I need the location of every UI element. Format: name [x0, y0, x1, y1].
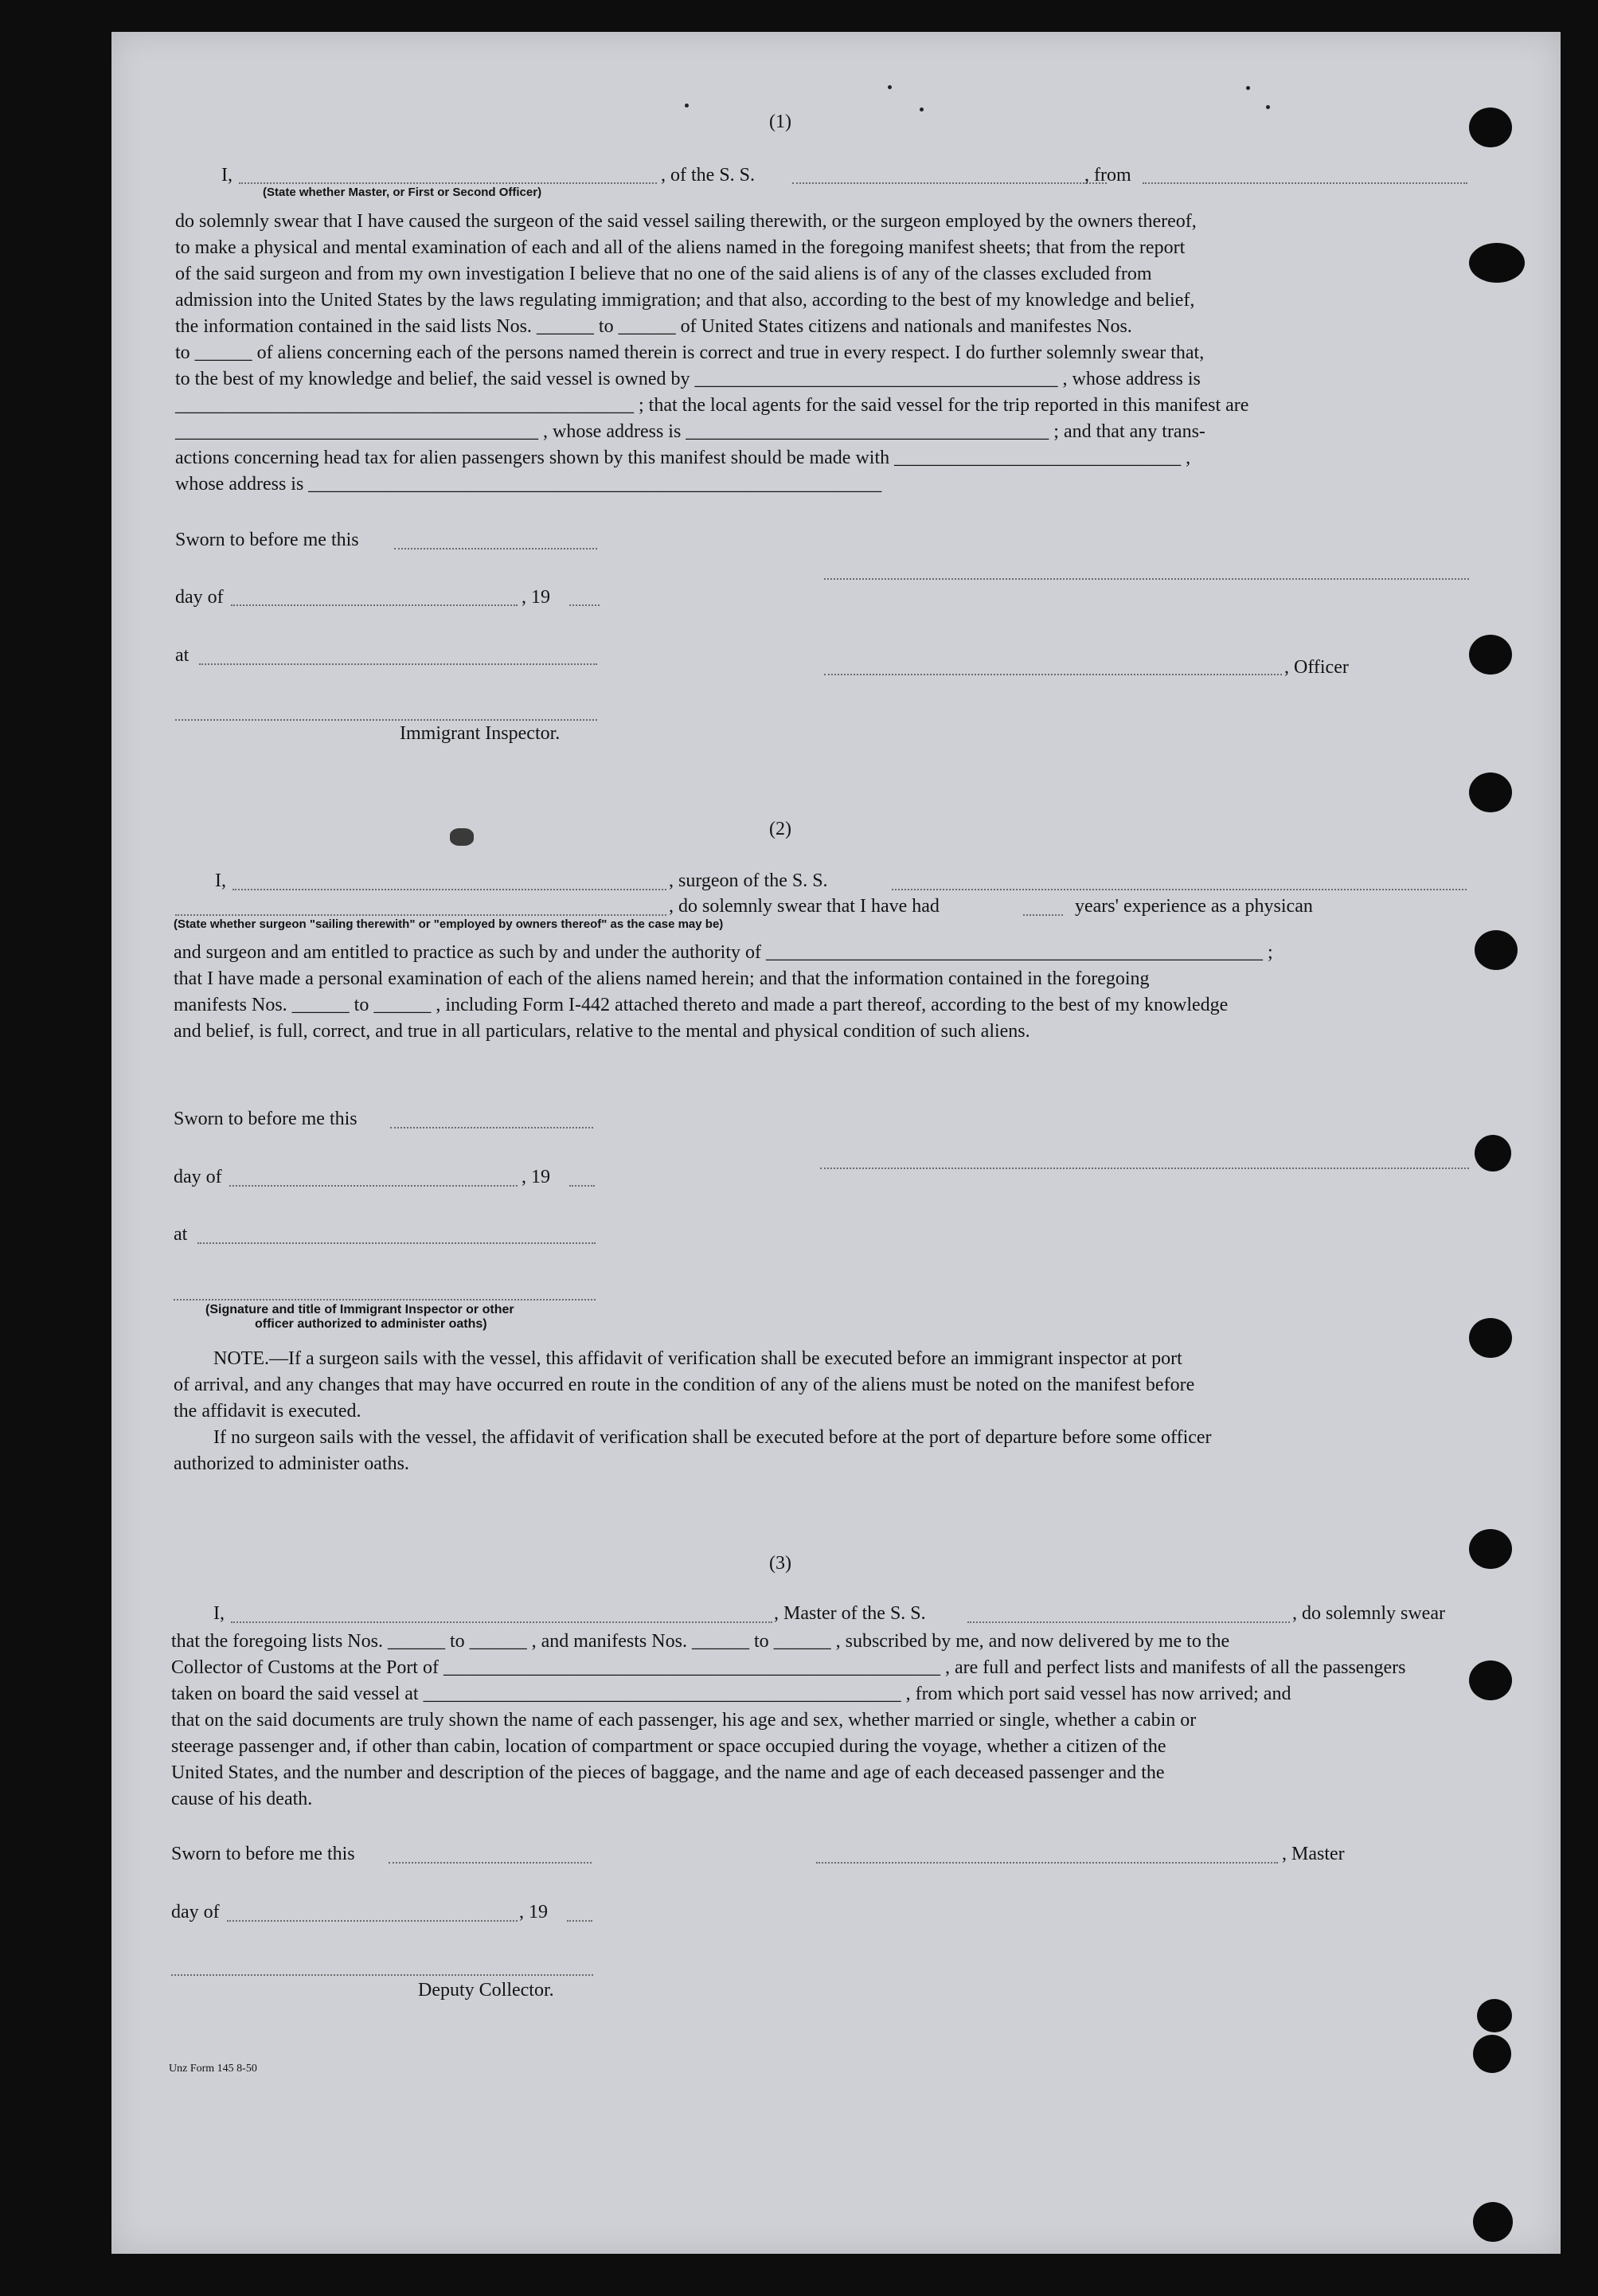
note-block	[174, 1346, 1469, 1477]
section-number: (3)	[769, 1553, 791, 1574]
binder-hole	[1469, 773, 1512, 812]
officer-rank-note: (State whether Master, or First or Second Officer)	[263, 186, 542, 199]
ship-name-field[interactable]	[792, 182, 1107, 184]
sworn-label: Sworn to before me this	[175, 530, 359, 550]
of-ss-label: , of the S. S.	[661, 165, 756, 186]
surgeon-type-note: (State whether surgeon "sailing therewith" or "employed by owners thereof" as the case may be)	[174, 917, 724, 931]
collector-title: Deputy Collector.	[418, 1980, 554, 2001]
binder-hole	[1469, 243, 1525, 283]
text-line: of arrival, and any changes that may have occurred en route in the condition of any of the aliens must be noted on the manifest before	[174, 1375, 1195, 1395]
text-line: Collector of Customs at the Port of ____________________________________________________ , are full and perfect lists and manifests of all the passengers	[171, 1657, 1406, 1678]
text-line: taken on board the said vessel at __________________________________________________ , from which port said vessel has now arrived; and	[171, 1684, 1291, 1704]
text-line: and surgeon and am entitled to practice as such by and under the authority of ____________________________________________________ ;	[174, 942, 1273, 963]
line-i: I,	[215, 870, 226, 891]
binder-hole	[1469, 108, 1512, 147]
from-label: , from	[1084, 165, 1131, 186]
at-label: at	[175, 645, 189, 666]
officer-label: , Officer	[1284, 657, 1349, 678]
year-label: , 19	[522, 1167, 550, 1187]
signature-note: (Signature and title of Immigrant Inspector or other	[205, 1303, 514, 1316]
officer-title-field[interactable]	[824, 673, 1282, 675]
binder-hole	[1469, 635, 1512, 675]
text-line: If no surgeon sails with the vessel, the affidavit of verification shall be executed before at the port of departure before some officer	[213, 1427, 1212, 1448]
text-line: actions concerning head tax for alien passengers shown by this manifest should be made with ______________________________ ,	[175, 448, 1191, 468]
text-line: to ______ of aliens concerning each of the persons named therein is correct and true in every respect. I do further solemnly swear that,	[175, 342, 1205, 363]
binder-hole	[1475, 1135, 1511, 1171]
from-port-field[interactable]	[1143, 182, 1467, 184]
binder-hole	[1473, 2035, 1511, 2073]
binder-hole	[1473, 2202, 1513, 2242]
text-line: the information contained in the said lists Nos. ______ to ______ of United States citizens and nationals and manifestes Nos.	[175, 316, 1132, 337]
at-label: at	[174, 1224, 188, 1245]
text-line: ______________________________________ , whose address is ______________________________________ ; and that any trans-	[175, 421, 1205, 442]
officer-signature-field[interactable]	[824, 577, 1469, 580]
surgeon-label: , surgeon of the S. S.	[669, 870, 828, 891]
day-of-label: day of	[171, 1902, 220, 1922]
day-of-label: day of	[174, 1167, 222, 1187]
surgeon-signature-field[interactable]	[820, 1167, 1469, 1169]
year-field[interactable]	[567, 1919, 592, 1922]
year-label: , 19	[519, 1902, 548, 1922]
sworn-label: Sworn to before me this	[174, 1109, 357, 1129]
day-of-field[interactable]	[231, 604, 518, 606]
master-signature-field[interactable]	[816, 1861, 1278, 1864]
years-label: years' experience as a physican	[1075, 896, 1313, 917]
year-label: , 19	[522, 587, 550, 608]
collector-signature-field[interactable]	[171, 1973, 593, 1976]
text-line: ________________________________________________ ; that the local agents for the said vessel for the trip reported in this manifest are	[175, 395, 1249, 416]
text-line: and belief, is full, correct, and true in all particulars, relative to the mental and physical condition of such aliens.	[174, 1021, 1030, 1042]
text-line: admission into the United States by the laws regulating immigration; and that also, according to the best of my knowledge and belief,	[175, 290, 1195, 311]
master-label: , Master of the S. S.	[774, 1603, 926, 1624]
text-line: that the foregoing lists Nos. ______ to ______ , and manifests Nos. ______ to ______ , subscribed by me, and now delivered by me to the	[171, 1631, 1230, 1652]
text-line: cause of his death.	[171, 1789, 313, 1809]
sworn-label: Sworn to before me this	[171, 1844, 355, 1864]
line-i: I,	[221, 165, 232, 186]
text-line: manifests Nos. ______ to ______ , including Form I-442 attached thereto and made a part thereof, according to the best of my knowledge	[174, 995, 1229, 1015]
sworn-date-field[interactable]	[394, 547, 597, 550]
text-line: that I have made a personal examination of each of the aliens named herein; and that the information contained in the foregoing	[174, 968, 1150, 989]
day-of-label: day of	[175, 587, 224, 608]
sworn-date-field[interactable]	[389, 1861, 592, 1864]
day-of-field[interactable]	[227, 1919, 518, 1922]
binder-hole	[1475, 930, 1518, 970]
text-line: of the said surgeon and from my own investigation I believe that no one of the said aliens is of any of the classes excluded from	[175, 264, 1152, 284]
swear-label: , do solemnly swear that I have had	[669, 896, 940, 917]
master-title-label: , Master	[1282, 1844, 1345, 1864]
text-line: to make a physical and mental examination of each and all of the aliens named in the foregoing manifest sheets; that from the report	[175, 237, 1186, 258]
surgeon-ship-field[interactable]	[892, 888, 1467, 890]
binder-hole	[1469, 1529, 1512, 1569]
master-ship-field[interactable]	[967, 1621, 1290, 1623]
text-line: NOTE.—If a surgeon sails with the vessel, this affidavit of verification shall be executed before an immigrant inspector at port	[213, 1348, 1182, 1369]
binder-hole	[1469, 1318, 1512, 1358]
signature-note: officer authorized to administer oaths)	[255, 1317, 487, 1331]
form-sheet	[111, 32, 1561, 2254]
swear-label: , do solemnly swear	[1292, 1603, 1445, 1624]
section1-body	[175, 209, 1469, 498]
text-line: that on the said documents are truly shown the name of each passenger, his age and sex, whether married or single, whether a cabin or	[171, 1710, 1197, 1731]
section2-body	[174, 940, 1469, 1045]
text-line: whose address is ____________________________________________________________	[175, 474, 882, 495]
at-place-field[interactable]	[197, 1242, 596, 1244]
section-number: (1)	[769, 111, 791, 132]
section-number: (2)	[769, 819, 791, 839]
year-field[interactable]	[569, 1184, 595, 1187]
text-line: United States, and the number and description of the pieces of baggage, and the name and age of each deceased passenger and the	[171, 1762, 1165, 1783]
text-line: steerage passenger and, if other than cabin, location of compartment or space occupied during the voyage, whether a citizen of the	[171, 1736, 1166, 1757]
binder-hole	[1469, 1660, 1512, 1700]
years-field[interactable]	[1023, 913, 1063, 916]
binder-hole	[1477, 1999, 1512, 2032]
officer-name-field[interactable]	[239, 182, 657, 184]
sworn-date-field[interactable]	[390, 1126, 593, 1128]
day-of-field[interactable]	[229, 1184, 518, 1187]
surgeon-type-field[interactable]	[175, 913, 666, 916]
section3-body	[171, 1629, 1469, 1813]
form-number: Unz Form 145 8-50	[169, 2063, 257, 2075]
at-place-field[interactable]	[199, 663, 597, 665]
year-field[interactable]	[569, 604, 600, 606]
text-line: authorized to administer oaths.	[174, 1453, 409, 1474]
text-line: to the best of my knowledge and belief, the said vessel is owned by ______________________________________ , whose address is	[175, 369, 1201, 389]
surgeon-name-field[interactable]	[232, 888, 666, 890]
text-line: do solemnly swear that I have caused the surgeon of the said vessel sailing therewith, or the surgeon employed by the owners thereof,	[175, 211, 1197, 232]
text-line: the affidavit is executed.	[174, 1401, 361, 1422]
inspector-title: Immigrant Inspector.	[400, 723, 561, 744]
inspector-signature-field[interactable]	[175, 718, 597, 721]
inspector-signature-field[interactable]	[174, 1298, 596, 1301]
master-name-field[interactable]	[231, 1621, 772, 1623]
line-i: I,	[213, 1603, 225, 1624]
